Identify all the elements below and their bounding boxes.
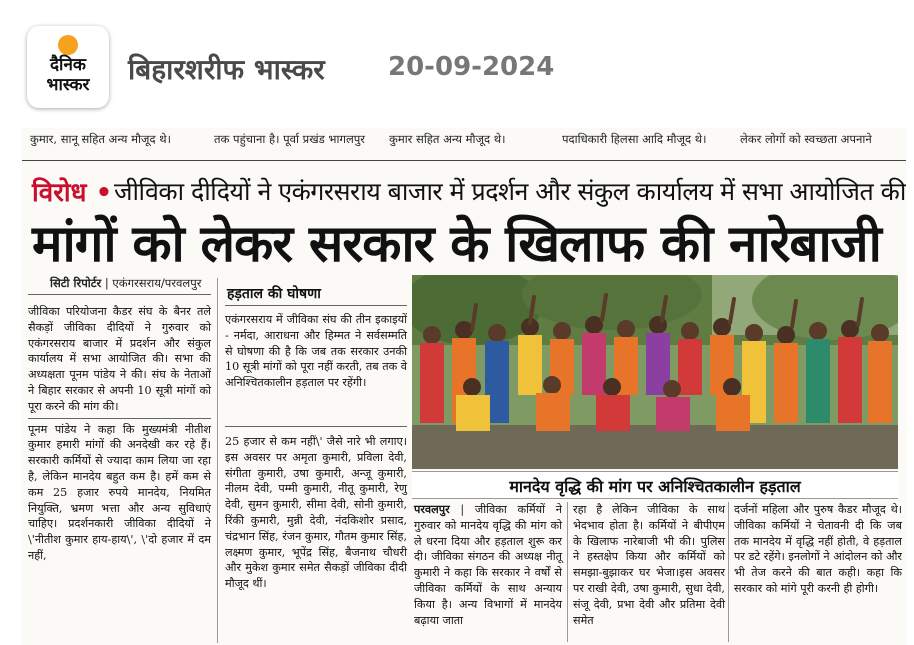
protest-photo-illustration (412, 275, 898, 469)
top-strip-text-4: पदाधिकारी हिलसा आदि मौजूद थे। (562, 132, 707, 146)
kicker-tag: विरोध • (32, 178, 113, 208)
column-2-text: 25 हजार से कम नहीं\' जैसे नारे भी लगाए। इस अवसर पर अमृता कुमारी, प्रविला देवी, संगीता कुमारी, उषा कुमारी, अन्जू कुमारी, नीलम देवी, पम्मी कुमारी, नीतू कुमारी, रेणु देवी, सुमन कुमारी, सीमा देवी, सोनी कुमारी, रिंकी कुमारी, मुन्नी देवी, नंदकिशोर प्रसाद, चंद्रभान सिंह, रंजन कुमार, गौतम कुमार सिंह, लक्ष्मण कुमार, भूपेंद्र सिंह, बैजनाथ चौधरी और मुकेश कुमार समेत सैकड़ों जीविका दीदी मौजूद थीं। (225, 435, 407, 591)
column-rule-1 (217, 278, 218, 643)
column-4: रहा है लेकिन जीविका के साथ भेदभाव होता है। कर्मियों ने बीपीएम के खिलाफ नारेबाजी भी की। पुलिस ने हस्तक्षेप किया और कर्मियों को समझा-बुझाकर घर भेजा।इस अवसर पर राखी देवी, उषा कुमारी, सुधा देवी, संजू देवी, प्रभा देवी और प्रतिमा देवी समेत (573, 503, 725, 627)
byline-rule (28, 294, 211, 295)
top-strip-rule (22, 160, 906, 161)
edition-title: बिहारशरीफ भास्कर (128, 53, 325, 86)
headline: मांगों को लेकर सरकार के खिलाफ की नारेबाजी (32, 215, 881, 274)
column-rule-4 (728, 502, 729, 642)
column-5: दर्जनों महिला और पुरुष कैडर मौजूद थे। जीविका कर्मियों ने चेतावनी दी कि जब तक मानदेय में वृद्धि नहीं होती, वे हड़ताल पर डटे रहेंगे। इनलोगों ने आंदोलन को और भी तेज करने की बात कही। कहा कि सरकार को मांगे पूरी करनी ही होगी। (734, 503, 902, 595)
logo-text-line2: भास्कर (46, 75, 90, 95)
sun-icon (58, 35, 78, 55)
subhead-rule (225, 305, 407, 306)
edition-date: 20-09-2024 (388, 52, 555, 82)
column-3-place: परवलपुर (414, 502, 450, 516)
kicker-text: जीविका दीदियों ने एकंगरसराय बाजार में प्रदर्शन और संकुल कार्यालय में सभा आयोजित की (114, 177, 906, 206)
byline-place: | एकंगरसराय/परवलपुर (101, 276, 202, 290)
column-rule-3 (567, 502, 568, 642)
column-2-box-text: एकंगरसराय में जीविका संघ की तीन इकाइयों - नर्मदा, आराधना और हिम्मत ने सर्वसम्मति से घोषणा की है कि जब तक सरकार उनकी 10 सूत्री मांगों को पूरा नहीं करती, तब तक वे अनिश्चितकालीन हड़ताल पर रहेंगी। (225, 313, 407, 390)
subhead-strike-announcement: हड़ताल की घोषणा (227, 286, 321, 302)
dainik-bhaskar-logo (27, 26, 109, 108)
column-1 (28, 304, 211, 564)
photo-caption-bar (412, 471, 898, 499)
top-strip-text-2: तक पहुंचाना है। पूर्वा प्रखंड भागलपुर (214, 132, 365, 146)
logo-text-line1: दैनिक (50, 55, 86, 75)
protest-photo (412, 275, 898, 469)
top-strip-text-3: कुमार सहित अन्य मौजूद थे। (389, 132, 506, 146)
top-strip-text-1: कुमार, सानू सहित अन्य मौजूद थे। (30, 132, 171, 146)
byline (50, 276, 201, 291)
column-1-paragraph-1: जीविका परियोजना कैडर संघ के बैनर तले सैकड़ों जीविका दीदियों ने गुरुवार को एकंगरसराय बाजार में प्रदर्शन और संकुल कार्यालय में सभा आयोजित की। सभा की अध्यक्षता पूनम पांडेय ने की। संघ के नेताओं ने बिहार सरकार से अपनी 10 सूत्री मांगों को पूरा करने की मांग की। (28, 305, 211, 413)
column-1-paragraph-2: पूनम पांडेय ने कहा कि मुख्यमंत्री नीतीश कुमार हमारी मांगों की अनदेखी कर रहे हैं। सरकारी कर्मियों से ज्यादा काम लिया जा रहा है, लेकिन मानदेय बहुत कम है। हमें कम से कम 25 हजार रुपये मानदेय, नियमित नियुक्ति, भ्रमण भत्ता और अन्य सुविधाएं चाहिए। प्रदर्शनकारी जीविका दीदियों ने \'नीतीश कुमार हाय-हाय\', \'दो हजार में दम नहीं, (28, 422, 211, 562)
column-2-box-rule (225, 426, 407, 427)
photo-caption: मानदेय वृद्धि की मांग पर अनिश्चितकालीन हड़ताल (509, 477, 801, 496)
byline-name: सिटी रिपोर्टर (50, 276, 102, 290)
column-3 (414, 502, 562, 628)
column-1-divider (28, 418, 211, 419)
news-clipping (22, 128, 906, 645)
top-strip-text-5: लेकर लोगों को स्वच्छता अपनाने (740, 132, 872, 146)
column-3-text: | जीविका कर्मियों ने गुरुवार को मानदेय वृद्धि की मांग को ले धरना दिया और हड़ताल शुरू कर दी। जीविका संगठन की अध्यक्ष नीतू कुमारी ने कहा कि सरकार ने वर्षों से जीविका कर्मियों के साथ अन्याय किया है। अन्य विभागों में मानदेय बढ़ाया जाता (414, 503, 562, 627)
